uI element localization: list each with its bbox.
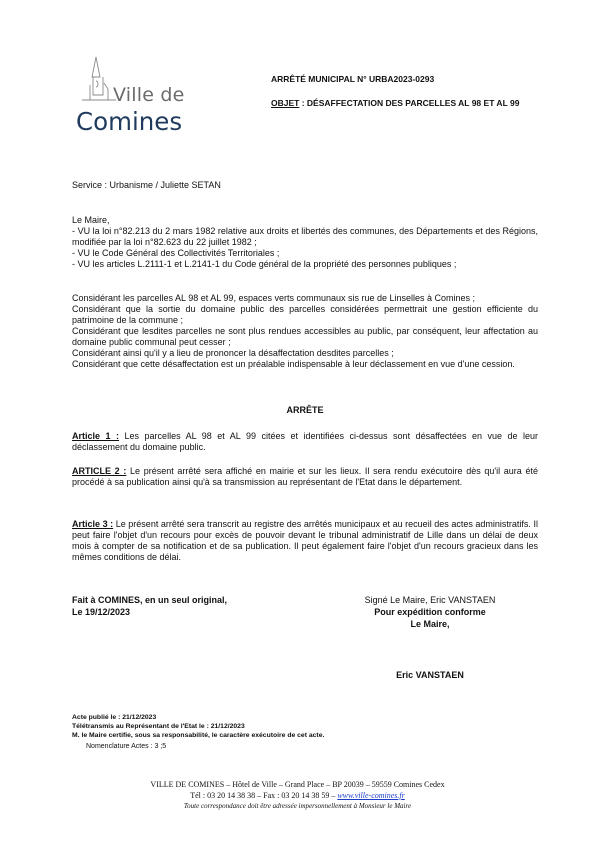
nomenclature: Nomenclature Actes : 3 ;5 (86, 743, 167, 750)
service-line: Service : Urbanisme / Juliette SETAN (72, 180, 221, 190)
certification: M. le Maire certifie, sous sa responsabilité, le caractère exécutoire de cet acte. (72, 732, 325, 739)
considerants (72, 293, 538, 370)
article-label: Article 1 : (72, 431, 120, 441)
expedition-conforme: Pour expédition conforme (374, 607, 486, 617)
le-maire: Le Maire, (72, 215, 110, 225)
transmitted-date: Télétransmis au Représentant de l'Etat le : 21/12/2023 (72, 723, 245, 730)
logo-text-ville: Ville de (113, 84, 185, 106)
arrete-heading: ARRÊTE (286, 405, 324, 415)
considerant-item: Considérant que lesdites parcelles ne sont plus rendues accessibles au public, par conséquent, leur affectation au domaine public communal peut cesser ; (72, 326, 538, 347)
decree-subject (271, 98, 519, 108)
article-text: Le présent arrêté sera affiché en mairie et sur les lieux. Il sera rendu exécutoire dès qu'il aura été procédé à sa publication ainsi qu'à sa transmission au représentant de l'Etat dans le département. (72, 466, 538, 487)
published-date: Acte publié le : 21/12/2023 (72, 714, 157, 721)
mayor-name: Eric VANSTAEN (396, 670, 464, 680)
subject-label: OBJET (271, 98, 300, 108)
subject-text: : DÉSAFFECTATION DES PARCELLES AL 98 ET AL 99 (299, 98, 520, 108)
logo-text-comines: Comines (76, 107, 183, 136)
article-label: Article 3 : (72, 519, 114, 529)
article-2 (72, 466, 538, 488)
vu-item: - VU les articles L.2111-1 et L.2141-1 du Code général de la propriété des personnes publiques ; (72, 259, 457, 269)
considerant-item: Considérant que cette désaffectation est un préalable indispensable à leur déclassement en vue d'une cession. (72, 359, 515, 369)
website-link[interactable]: www.ville-comines.fr (337, 791, 405, 800)
article-1 (72, 431, 538, 453)
article-text: Le présent arrêté sera transcrit au registre des arrêtés municipaux et au recueil des actes administratifs. Il peut faire l'objet d'un recours pour excès de pouvoir devant le tribunal administratif de Lille dans un délai de deux mois à compter de sa notification et de sa publication. Il peut également faire l'objet d'un recours gracieux dans les mêmes conditions de délai. (72, 519, 538, 562)
preamble (72, 215, 538, 270)
article-3 (72, 519, 538, 563)
article-text: Les parcelles AL 98 et AL 99 citées et identifiées ci-dessus sont désaffectées en vue de leur déclassement du domaine public. (72, 431, 538, 452)
signature-date: Le 19/12/2023 (72, 607, 131, 617)
considerant-item: Considérant que la sortie du domaine public des parcelles considérées permettrait une gestion efficiente du patrimoine de la commune ; (72, 304, 538, 325)
fait-a: Fait à COMINES, en un seul original, (72, 595, 228, 605)
vu-item: - VU la loi n°82.213 du 2 mars 1982 relative aux droits et libertés des communes, des Départements et des Régions, modifiée par la loi n°82.623 du 22 juillet 1982 ; (72, 226, 538, 247)
footer-notice: Toute correspondance doit être adressée impersonnellement à Monsieur le Maire (183, 802, 412, 810)
footer-phone-fax: Tél : 03 20 14 38 38 – Fax : 03 20 14 38 59 – (190, 791, 338, 800)
article-label: ARTICLE 2 : (72, 466, 127, 476)
considerant-item: Considérant les parcelles AL 98 et AL 99, espaces verts communaux sis rue de Linselles à Comines ; (72, 293, 476, 303)
vu-item: - VU le Code Général des Collectivités Territoriales ; (72, 248, 280, 258)
footer-contact (0, 791, 595, 800)
considerant-item: Considérant ainsi qu'il y a lieu de prononcer la désaffectation desdites parcelles ; (72, 348, 394, 358)
footer-address: VILLE DE COMINES – Hôtel de Ville – Grand Place – BP 20039 – 59559 Comines Cedex (150, 780, 445, 789)
decree-reference: ARRÊTÉ MUNICIPAL N° URBA2023-0293 (271, 74, 435, 84)
signature-maire: Le Maire, (410, 619, 450, 629)
signed-by: Signé Le Maire, Eric VANSTAEN (364, 595, 496, 605)
